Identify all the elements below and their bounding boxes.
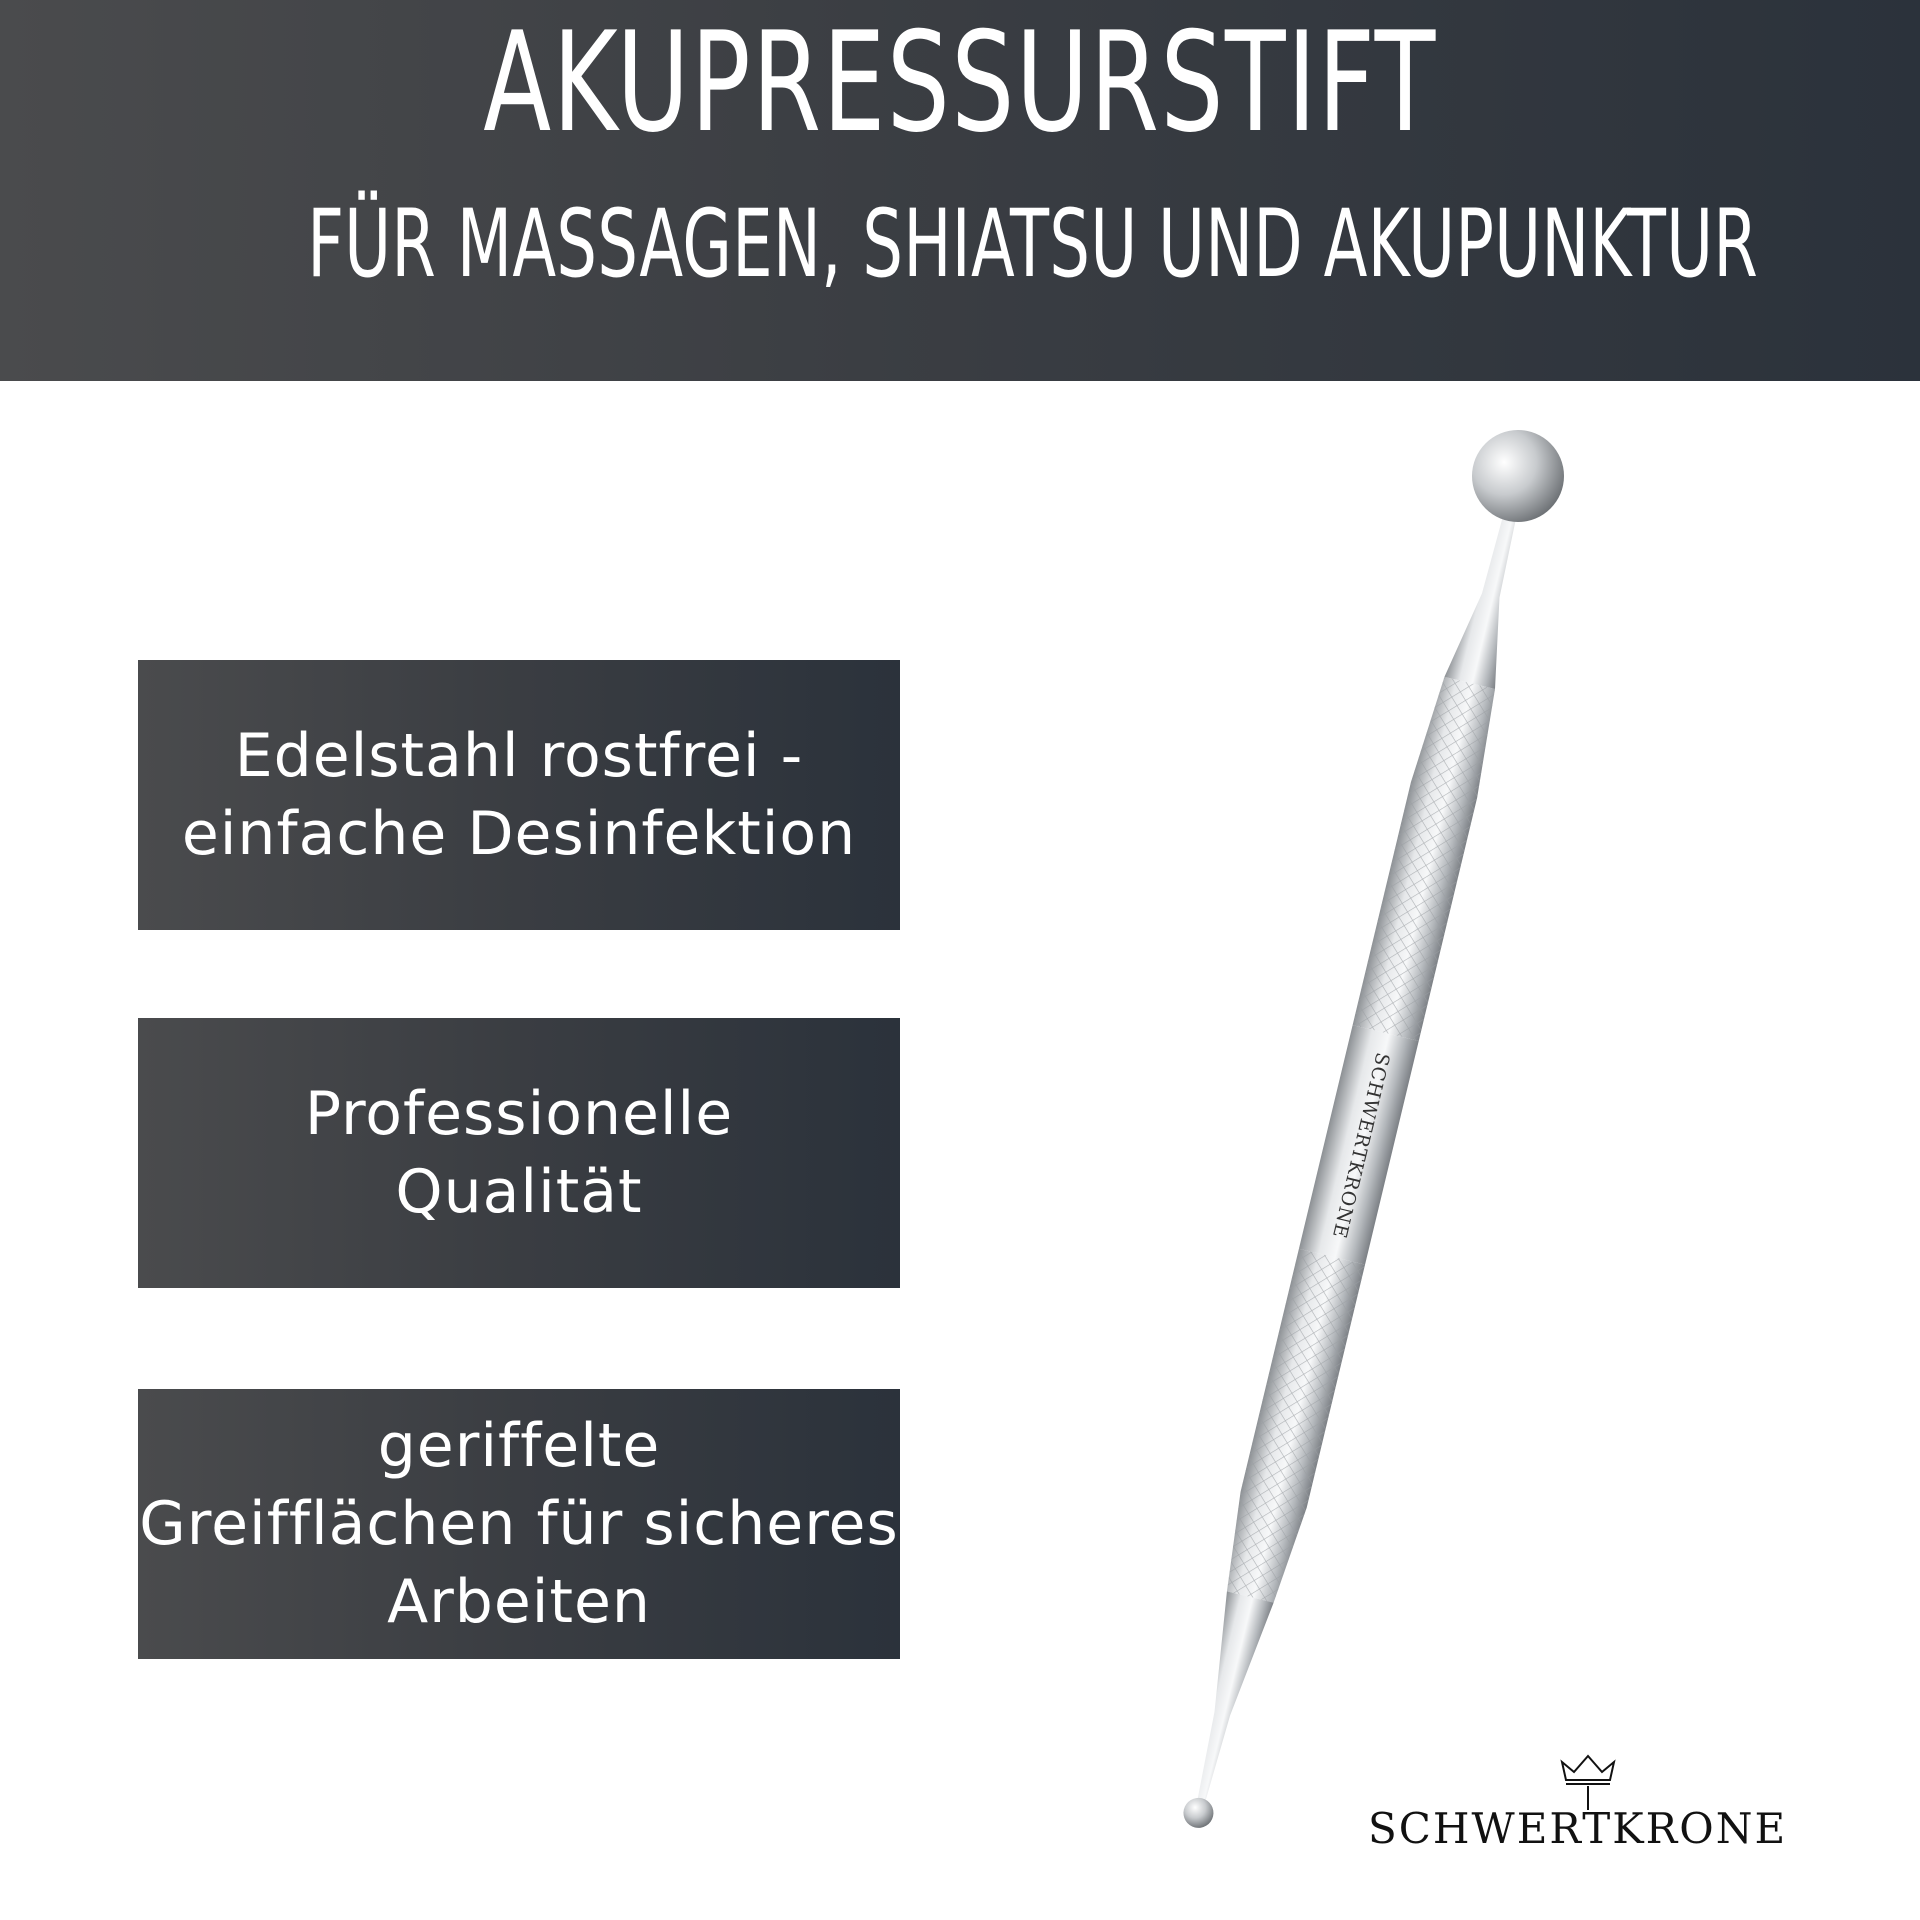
feature-text: einfache Desinfektion [181,799,857,869]
header-banner [0,0,1920,381]
engraving-text: SCHWERTKRONE [1327,1050,1394,1242]
page-title: AKUPRESSURSTIFT [483,2,1437,163]
feature-text: geriffelte [377,1411,661,1481]
feature-text: Edelstahl rostfrei - [234,721,804,791]
feature-text: Greifflächen für sicheres [139,1489,899,1559]
feature-text: Arbeiten [387,1567,651,1637]
crown-sword-icon [1360,1750,1820,1810]
feature-box-grip [138,1389,900,1659]
feature-text: Professionelle [304,1079,734,1149]
brand-logo [1360,1750,1820,1860]
page-subtitle: FÜR MASSAGEN, SHIATSU UND AKUPUNKTUR [307,190,1759,299]
feature-box-stainless [138,660,900,930]
ball-tip-large [1472,430,1564,522]
brand-name: SCHWERTKRONE [1368,1804,1788,1853]
feature-box-quality [138,1018,900,1288]
feature-text: Qualität [395,1157,643,1227]
acupressure-pen-image [1000,400,1720,1880]
